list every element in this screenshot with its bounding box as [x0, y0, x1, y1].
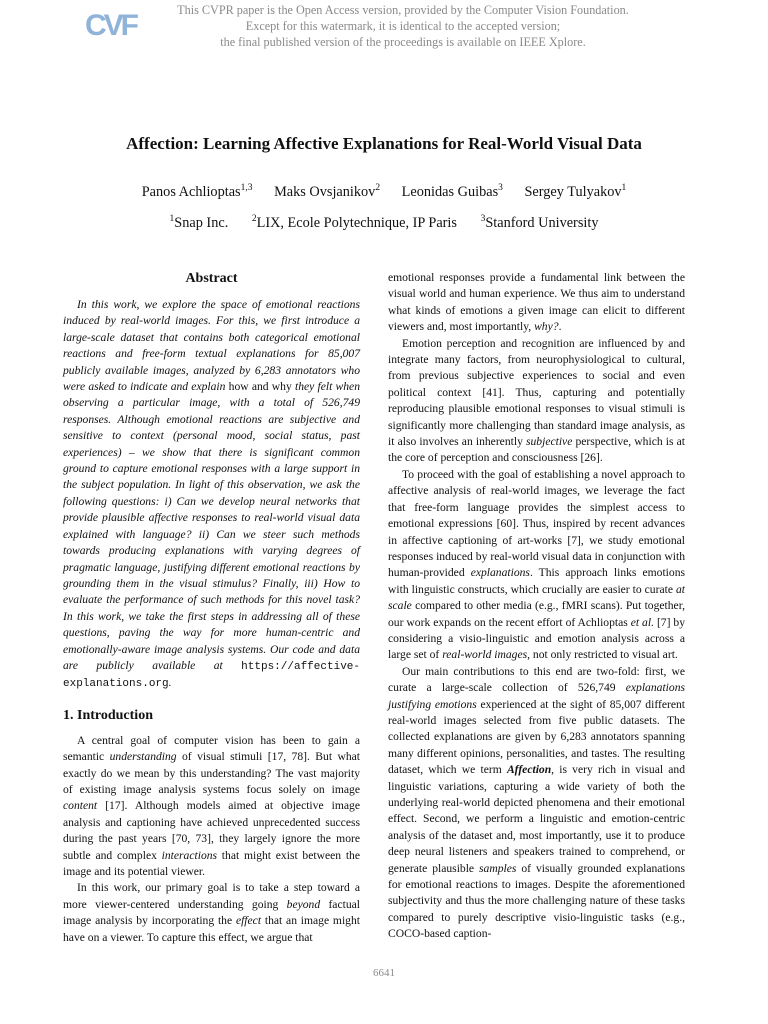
affiliation-list	[40, 213, 728, 233]
author: Panos Achlioptas$^{1,3}$	[141, 183, 253, 200]
body-paragraph: emotional responses provide a fundamental link between the visual world and human experience. We thus aim to understand what kinds of emotions a given image can elicit to different viewers and, most importantly, why?.	[388, 271, 685, 334]
cvf-logo	[83, 5, 139, 41]
intro-paragraph-2: In this work, our primary goal is to take a step toward a more viewer-centered understanding going beyond factual image analysis by incorporating the effect that an image might have on a viewer. To capture this effect, we argue that	[63, 881, 360, 944]
body-paragraph: Emotion perception and recognition are influenced by and integrate many factors, from neurophysiological to cultural, from previous subjective experiences to social and even political context [41]. Thus, capturing and potentially reproducing plausible emotional responses to visual stimuli is significantly more challenging than standard image analysis, as it also involves an inherently subjective perspective, which is at the core of perception and consciousness [26].	[388, 336, 685, 465]
intro-paragraph-1: A central goal of computer vision has been to gain a semantic understanding of visual stimuli [17, 78]. But what exactly do we mean by this understanding? The vast majority of existing image analysis systems focus solely on image content [17]. Although models aimed at objective image analysis and captioning have achieved unprecedented success during the past years [70, 73], they largely ignore the more subtle and complex interactions that might exist between the image and its potential viewer.	[63, 733, 360, 878]
author-list	[40, 182, 728, 202]
affiliation: $^2$LIX, Ecole Polytechnique, IP Paris	[251, 214, 457, 231]
watermark-line-3: the final published version of the proceedings is available on IEEE Xplore.	[220, 35, 586, 49]
author: Maks Ovsjanikov$^2$	[274, 183, 381, 200]
cvf-logo-text: CVF	[85, 9, 136, 41]
watermark-line-2: Except for this watermark, it is identical to the accepted version;	[245, 19, 561, 33]
watermark-line-1: This CVPR paper is the Open Access version, provided by the Computer Vision Foundation.	[177, 3, 629, 17]
left-column	[63, 270, 360, 946]
watermark	[150, 2, 656, 50]
body-paragraph: Our main contributions to this end are two-fold: first, we curate a large-scale collection of 526,749 explanations justifying emotions experienced at the sight of 85,007 different real-world images selected from five public datasets. The collected explanations are given by 6,283 annotators spanning many different opinions, personalities, and tastes. The resulting dataset, which we term Affection, is very rich in visual and linguistic variations, capturing a wide variety of both the underlying real-world depicted phenomena and their emotional effect. Second, we perform a linguistic and emotion-centric analysis of the dataset and, most importantly, use it to produce deep neural listeners and speakers trained to comprehend, or generate plausible samples of visually grounded explanations for emotional reactions to images. Despite the aforementioned subjectivity and thus the more challenging nature of these tasks compared to purely descriptive visio-linguistic tasks (e.g., COCO-based caption-	[388, 664, 686, 941]
affiliation: $^3$Stanford University	[480, 214, 599, 231]
affiliation: $^1$Snap Inc.	[169, 214, 229, 231]
body-paragraph: To proceed with the goal of establishing a novel approach to affective analysis of real-world images, we leverage the fact that free-form language provides the simplest access to emotional expressions [60]. Thus, inspired by recent advances in affective captioning of art-works [7], we study emotional responses induced by real-world visual data in conjunction with human-provided explanations. This approach links emotions with linguistic constructs, which crucially are easier to curate at scale compared to other media (e.g., fMRI scans). Put together, our work expands on the recent effort of Achlioptas et al. [7] by considering a visio-linguistic and emotion analysis across a large set of real-world images, not only restricted to visual art.	[388, 467, 686, 662]
right-column	[388, 270, 685, 943]
page-number: 6641	[373, 967, 395, 979]
author: Leonidas Guibas$^3$	[401, 183, 503, 200]
abstract-heading: Abstract	[185, 271, 238, 286]
abstract-text: In this work, we explore the space of emotional reactions induced by real-world images. For this, we first introduce a large-scale dataset that contains both categorical emotional reactions and free-form textual explanations for 85,007 publicly available images, analyzed by 6,283 annotators who were asked to indicate and explain how and why they felt when observing a particular image, with a total of 526,749 responses. Although emotional reactions are subjective and sensitive to context (personal mood, social status, past experiences) – we show that there is significant common ground to capture emotional responses with a large support in the subject population. In light of this observation, we ask the following questions: i) Can we develop neural networks that provide plausible affective responses to real-world visual data explained with language? ii) Can we steer such methods towards producing explanations with varying degrees of pragmatic language, justifying different emotional reactions by grounding them in the visual stimulus? Finally, iii) How to evaluate the performance of such methods for this novel task? In this work, we take the first steps in addressing all of these questions, paving the way for more human-centric and emotionally-aware image analysis systems. Our code and data are publicly available at https://affective-explanations.org.	[63, 298, 360, 691]
project-url[interactable]: https://affective-explanations.org	[63, 660, 360, 691]
paper-title: Affection: Learning Affective Explanations for Real-World Visual Data	[126, 134, 642, 153]
author: Sergey Tulyakov$^1$	[524, 183, 627, 200]
section-heading-introduction: 1. Introduction	[63, 707, 153, 723]
